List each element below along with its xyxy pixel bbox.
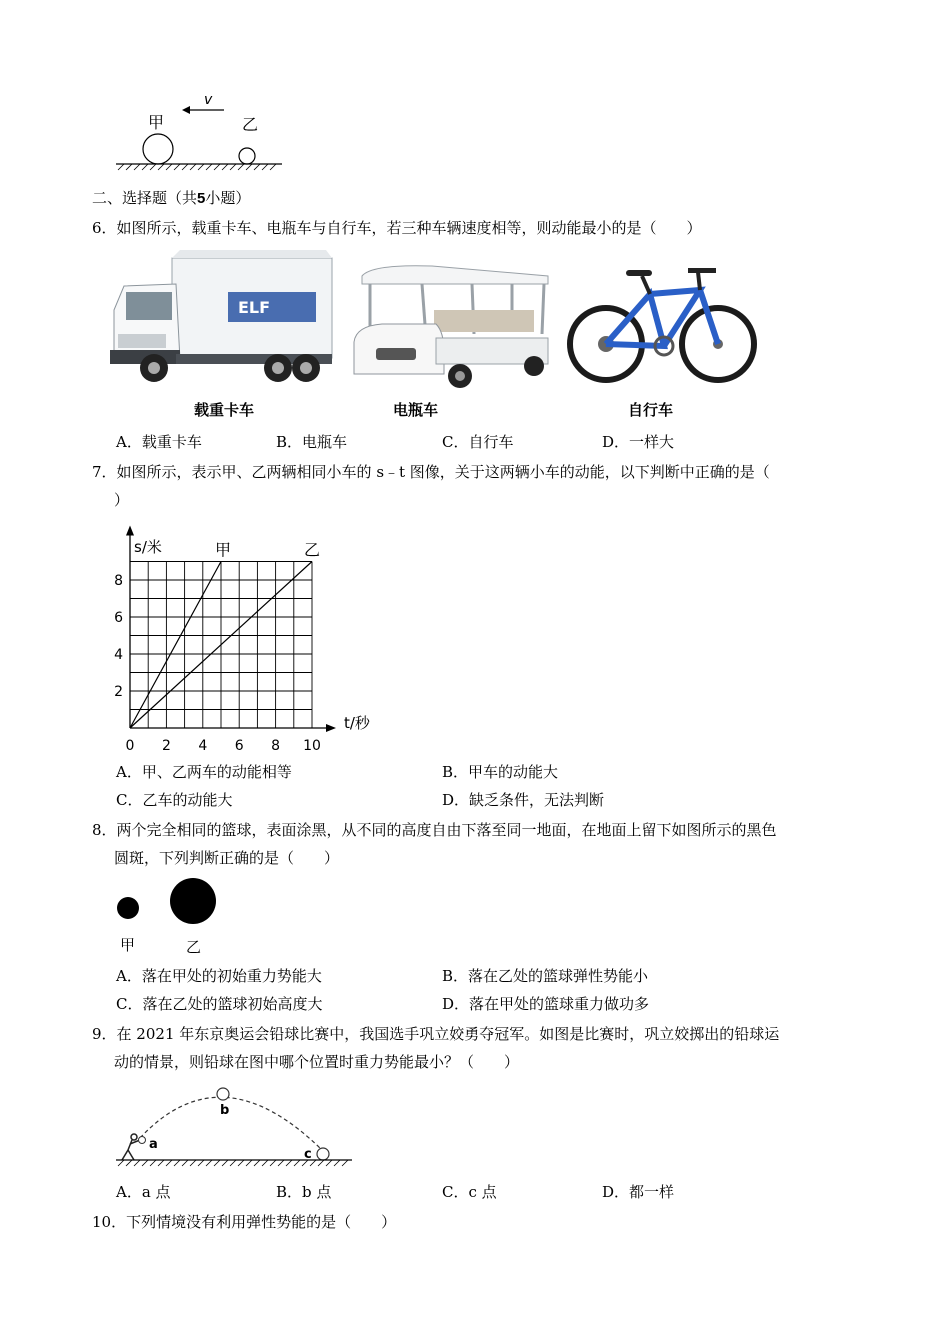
hatch-line xyxy=(150,1160,156,1166)
y-axis-arrowhead xyxy=(126,526,134,536)
q7-option-c: C．乙车的动能大 xyxy=(116,791,233,809)
point-a-label: a xyxy=(149,1137,158,1152)
bicycle-image xyxy=(566,262,762,388)
y-axis-label: s/米 xyxy=(134,538,162,556)
point-b-ball xyxy=(217,1088,229,1100)
series-label-yi: 乙 xyxy=(304,540,321,560)
point-b-label: b xyxy=(220,1103,230,1118)
hatch-line xyxy=(126,1160,132,1166)
s-t-chart xyxy=(108,520,388,756)
hatch-line xyxy=(278,1160,284,1166)
q9-option-b: B．b 点 xyxy=(276,1183,332,1201)
q6-option-a: A．载重卡车 xyxy=(116,433,202,451)
chart-tick-labels xyxy=(114,573,321,754)
figure-balls-jia-yi xyxy=(112,86,292,176)
figure-black-spots xyxy=(110,872,230,958)
x-tick-label: 4 xyxy=(198,738,208,754)
hatch-line xyxy=(166,1160,172,1166)
q8-option-d: D．落在甲处的篮球重力做功多 xyxy=(442,995,650,1013)
velocity-arrowhead xyxy=(182,106,190,114)
x-tick-label: 2 xyxy=(161,738,171,754)
hatch-line xyxy=(326,1160,332,1166)
athlete-figure xyxy=(122,1134,140,1160)
label-v: v xyxy=(204,92,213,108)
question-7-text-line2: ） xyxy=(114,491,130,509)
chart-series xyxy=(130,541,320,729)
label-jia: 甲 xyxy=(120,936,136,954)
caption-electric-cart: 电瓶车 xyxy=(393,401,439,419)
hatch-line xyxy=(214,1160,220,1166)
figure-shot-put-trajectory xyxy=(112,1080,358,1176)
q8-option-b: B．落在乙处的篮球弹性势能小 xyxy=(442,967,649,985)
hatch-line xyxy=(230,1160,236,1166)
label-jia: 甲 xyxy=(148,113,165,132)
hatch-line xyxy=(158,1160,164,1166)
y-tick-label: 8 xyxy=(114,573,123,589)
hatch-line xyxy=(198,1160,204,1166)
caption-truck: 载重卡车 xyxy=(194,401,255,419)
series-line-jia xyxy=(130,562,221,729)
electric-cart-image xyxy=(352,262,552,394)
hatch-line xyxy=(174,1160,180,1166)
question-8-text-line2: 圆斑，下列判断正确的是（ ） xyxy=(114,849,340,867)
hatch-line xyxy=(342,1160,348,1166)
q8-option-a: A．落在甲处的初始重力势能大 xyxy=(116,967,322,985)
hatch-line xyxy=(206,1160,212,1166)
q8-option-c: C．落在乙处的篮球初始高度大 xyxy=(116,995,323,1013)
question-6-text: 6．如图所示，载重卡车、电瓶车与自行车，若三种车辆速度相等，则动能最小的是（ ） xyxy=(92,219,702,237)
point-c-ball xyxy=(317,1148,329,1160)
ball-jia xyxy=(143,134,173,164)
q7-option-d: D．缺乏条件，无法判断 xyxy=(442,791,605,809)
x-tick-label: 10 xyxy=(303,738,321,754)
y-tick-label: 6 xyxy=(114,610,123,626)
label-yi: 乙 xyxy=(242,115,259,134)
q7-option-a: A．甲、乙两车的动能相等 xyxy=(116,763,292,781)
hatch-line xyxy=(270,1160,276,1166)
question-9-text-line2: 动的情景，则铅球在图中哪个位置时重力势能最小？（ ） xyxy=(114,1053,520,1071)
q9-option-c: C．c 点 xyxy=(442,1183,497,1201)
caption-bicycle: 自行车 xyxy=(628,401,674,419)
hatch-line xyxy=(238,1160,244,1166)
question-10-text: 10．下列情境没有利用弹性势能的是（ ） xyxy=(92,1213,397,1231)
point-c-label: c xyxy=(304,1147,312,1162)
x-tick-label: 8 xyxy=(271,738,281,754)
hatch-line xyxy=(262,1160,268,1166)
svg-text:ELF: ELF xyxy=(238,298,271,317)
hatch-line xyxy=(190,1160,196,1166)
question-7-text-line1: 7．如图所示，表示甲、乙两辆相同小车的 s﹣t 图像，关于这两辆小车的动能，以下判断中正确的是（ xyxy=(92,463,770,481)
q9-option-a: A．a 点 xyxy=(116,1183,171,1201)
x-tick-label: 6 xyxy=(234,738,244,754)
ground-hatching xyxy=(118,164,276,170)
hatch-line xyxy=(142,1160,148,1166)
hatch-line xyxy=(118,1160,124,1166)
truck-image xyxy=(110,250,338,390)
question-8-text-line1: 8．两个完全相同的篮球，表面涂黑，从不同的高度自由下落至同一地面，在地面上留下如图所示的黑色 xyxy=(92,821,777,839)
hatch-line xyxy=(334,1160,340,1166)
point-a-ball xyxy=(139,1137,146,1144)
q6-option-d: D．一样大 xyxy=(602,433,675,451)
spot-jia xyxy=(117,897,139,919)
trajectory-path xyxy=(140,1097,324,1152)
hatch-line xyxy=(134,1160,140,1166)
hatch-line xyxy=(318,1160,324,1166)
series-label-jia: 甲 xyxy=(215,540,232,560)
q9-option-d: D．都一样 xyxy=(602,1183,675,1201)
hatch-line xyxy=(222,1160,228,1166)
q7-option-b: B．甲车的动能大 xyxy=(442,763,559,781)
question-9-text-line1: 9．在 2021 年东京奥运会铅球比赛中，我国选手巩立姣勇夺冠军。如图是比赛时，巩立姣掷出的铅球运 xyxy=(92,1025,780,1043)
ground-hatching xyxy=(118,1160,348,1166)
hatch-line xyxy=(182,1160,188,1166)
hatch-line xyxy=(286,1160,292,1166)
y-tick-label: 4 xyxy=(114,647,123,663)
x-axis-arrowhead xyxy=(326,724,336,732)
hatch-line xyxy=(254,1160,260,1166)
x-tick-label: 0 xyxy=(125,738,135,754)
label-yi: 乙 xyxy=(186,938,202,956)
ball-yi xyxy=(239,148,255,164)
y-tick-label: 2 xyxy=(114,684,123,700)
q6-option-b: B．电瓶车 xyxy=(276,433,348,451)
hatch-line xyxy=(246,1160,252,1166)
q6-option-c: C．自行车 xyxy=(442,433,514,451)
hatch-line xyxy=(294,1160,300,1166)
spot-yi xyxy=(170,878,216,924)
section-heading: 二、选择题（共5小题） xyxy=(92,189,251,207)
x-axis-label: t/秒 xyxy=(344,714,370,732)
